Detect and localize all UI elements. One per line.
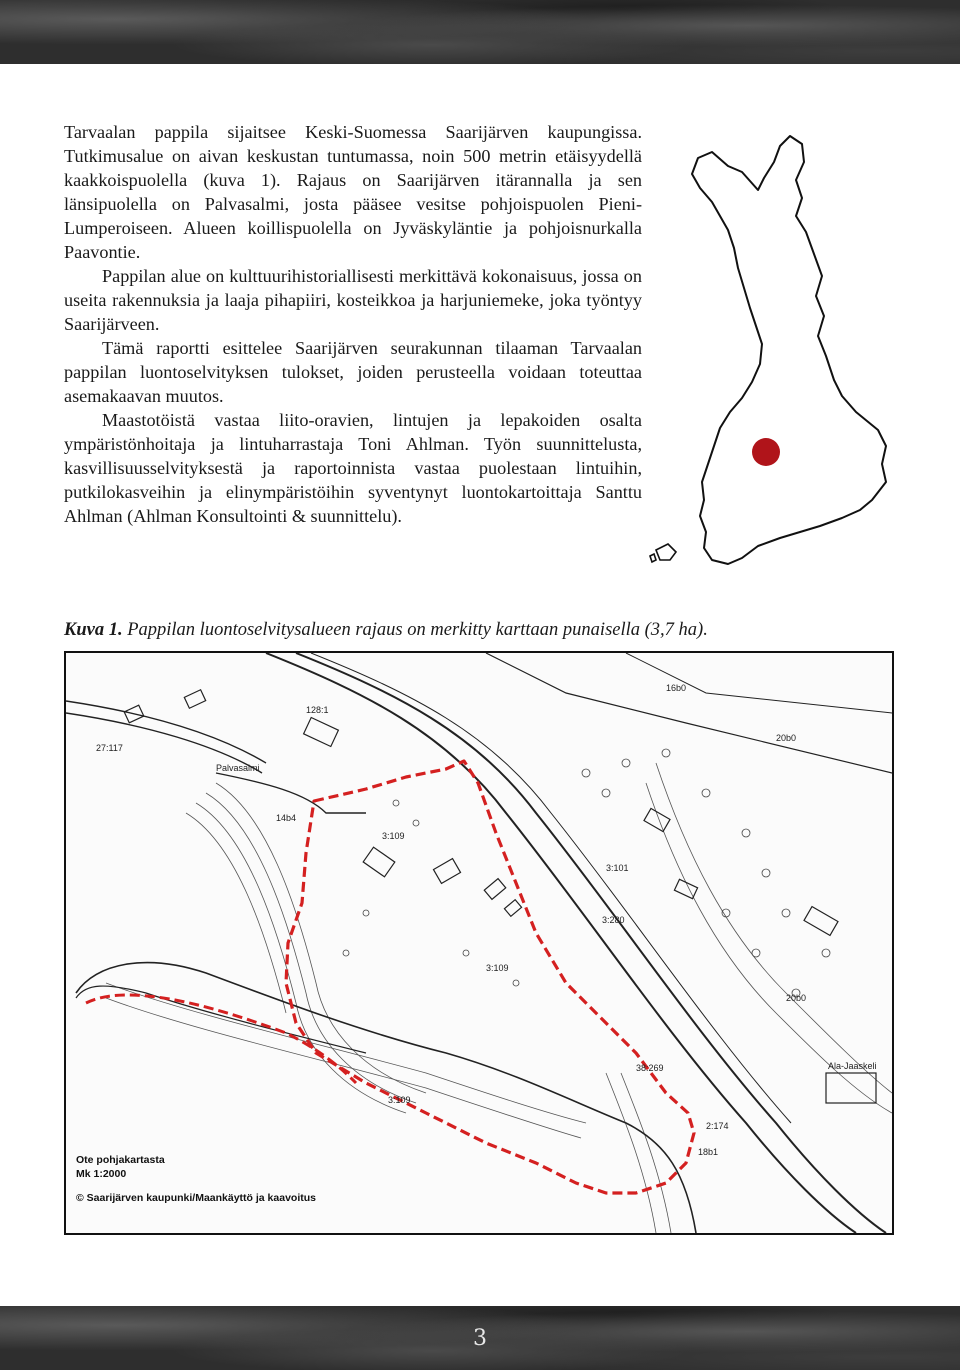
parcel-label-11: 16b0 xyxy=(666,683,687,693)
parcel-label-9: 20b0 xyxy=(786,993,807,1003)
parcel-label-7: 18b1 xyxy=(698,1147,719,1157)
map-credit-line3: © Saarijärven kaupunki/Maankäyttö ja kaavoitus xyxy=(76,1192,316,1204)
parcel-label-2: 3:109 xyxy=(382,831,405,841)
paragraph-1: Tarvaalan pappila sijaitsee Keski-Suomessa Saarijärven kaupungissa. Tutkimusalue on aivan keskustan tuntumassa, noin 500 metrin etäisyydellä kaakkoispuolella (kuva 1). Rajaus on Saarijärven itärannalla ja sen länsipuolella on Palvasalmi, josta pääsee vesitse pohjoispuolen Pieni-Lumperoiseen. Alueen koillispuolella on Jyväskyläntie ja pohjoisnurkalla Paavontie. xyxy=(64,122,642,262)
contour-lines xyxy=(106,763,892,1233)
aland-islands xyxy=(650,544,676,562)
page-number: 3 xyxy=(473,1326,487,1351)
map-credit-line2: Mk 1:2000 xyxy=(76,1168,127,1180)
parcel-label-13: 27:117 xyxy=(96,743,123,753)
parcel-label-8: 20b0 xyxy=(776,733,797,743)
figure-caption xyxy=(64,618,894,642)
finland-outline xyxy=(692,136,886,564)
lot-label-sign: Ala-Jaaskeli xyxy=(828,1061,877,1071)
parcel-label-4: 3:109 xyxy=(388,1095,411,1105)
parcel-label-12: 128:1 xyxy=(306,705,329,715)
paragraph-3: Tämä raportti esittelee Saarijärven seurakunnan tilaaman Tarvaalan pappilan luontoselvityksen tulokset, joiden perusteella voidaan toteuttaa asemakaavan muutos. xyxy=(64,338,642,406)
caption-label: Kuva 1. xyxy=(64,620,123,640)
buildings xyxy=(124,690,876,1103)
site-base-map xyxy=(64,651,894,1235)
parcel-label-5: 3:101 xyxy=(606,863,629,873)
map-credit-line1: Ote pohjakartasta xyxy=(76,1154,165,1166)
location-marker xyxy=(752,438,780,466)
parcel-label-6: 3:280 xyxy=(602,915,625,925)
peninsula-boundary xyxy=(86,995,356,1083)
caption-text: Pappilan luontoselvitysalueen rajaus on merkitty karttaan punaisella (3,7 ha). xyxy=(127,620,708,640)
place-label-palvasalmi: Palvasalmi xyxy=(216,763,260,773)
study-area-boundary xyxy=(286,761,694,1193)
site-map-drawing xyxy=(66,653,892,1233)
parcel-label-1: 14b4 xyxy=(276,813,297,823)
parcel-label-3: 3:109 xyxy=(486,963,509,973)
paragraph-2: Pappilan alue on kulttuurihistoriallisesti merkittävä kokonaisuus, jossa on useita rakennuksia ja laaja pihapiiri, kosteikkoa ja harjuniemeke, joka työntyy Saarijärveen. xyxy=(64,266,642,334)
bottom-decorative-band xyxy=(0,1306,960,1370)
paragraph-4: Maastotöistä vastaa liito-oravien, lintujen ja lepakoiden osalta ympäristönhoitaja ja lintuharrastaja Toni Ahlman. Työn suunnittelusta, kasvillisuusselvityksestä ja raportoinnista vastaa puolestaan lintuihin, putkilokasveihin ja elinympäristöihin syventynyt luontokartoittaja Santtu Ahlman (Ahlman Konsultointi & suunnittelu). xyxy=(64,410,642,526)
top-decorative-band xyxy=(0,0,960,64)
body-text xyxy=(64,120,642,528)
parcel-label-14: 38:269 xyxy=(636,1063,664,1073)
main-road xyxy=(66,653,892,1233)
parcel-label-10: 2:174 xyxy=(706,1121,729,1131)
finland-overview-map xyxy=(646,128,900,578)
